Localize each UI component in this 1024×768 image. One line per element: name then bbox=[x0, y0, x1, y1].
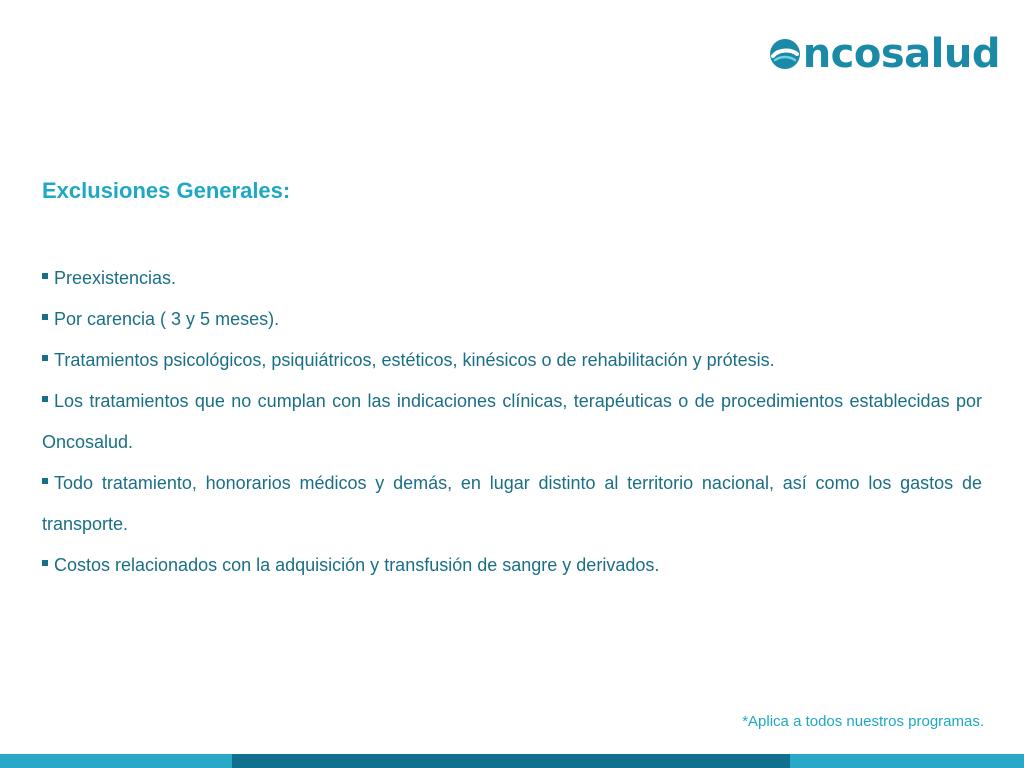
exclusions-section bbox=[42, 176, 982, 586]
square-bullet-icon bbox=[42, 273, 48, 279]
list-item-text: Por carencia ( 3 y 5 meses). bbox=[54, 309, 280, 329]
list-item-text: Preexistencias. bbox=[54, 268, 177, 288]
list-item bbox=[42, 299, 982, 340]
list-item bbox=[42, 463, 982, 545]
bottom-bar bbox=[0, 754, 1024, 768]
list-item bbox=[42, 545, 982, 586]
bottom-bar-middle-segment bbox=[232, 754, 790, 768]
square-bullet-icon bbox=[42, 560, 48, 566]
list-item bbox=[42, 381, 982, 463]
list-item bbox=[42, 340, 982, 381]
list-item-text: Tratamientos psicológicos, psiquiátricos, estéticos, kinésicos o de rehabilitación y prótesis. bbox=[54, 350, 775, 370]
oncosalud-logo bbox=[769, 32, 1000, 76]
square-bullet-icon bbox=[42, 355, 48, 361]
logo-wordmark: ncosalud bbox=[802, 31, 1000, 77]
list-item-text: Todo tratamiento, honorarios médicos y demás, en lugar distinto al territorio nacional, así como los gastos de transporte. bbox=[42, 473, 982, 534]
footer-note: *Aplica a todos nuestros programas. bbox=[742, 713, 984, 730]
oncosalud-logo-mark-icon bbox=[769, 38, 801, 70]
bottom-bar-right-segment bbox=[790, 754, 1024, 768]
list-item bbox=[42, 258, 982, 299]
bottom-bar-left-segment bbox=[0, 754, 232, 768]
section-title: Exclusiones Generales: bbox=[42, 178, 291, 203]
square-bullet-icon bbox=[42, 314, 48, 320]
list-item-text: Los tratamientos que no cumplan con las indicaciones clínicas, terapéuticas o de procedimientos establecidas por Oncosalud. bbox=[42, 391, 982, 452]
list-item-text: Costos relacionados con la adquisición y transfusión de sangre y derivados. bbox=[54, 555, 660, 575]
square-bullet-icon bbox=[42, 396, 48, 402]
square-bullet-icon bbox=[42, 478, 48, 484]
exclusions-list bbox=[42, 258, 982, 586]
